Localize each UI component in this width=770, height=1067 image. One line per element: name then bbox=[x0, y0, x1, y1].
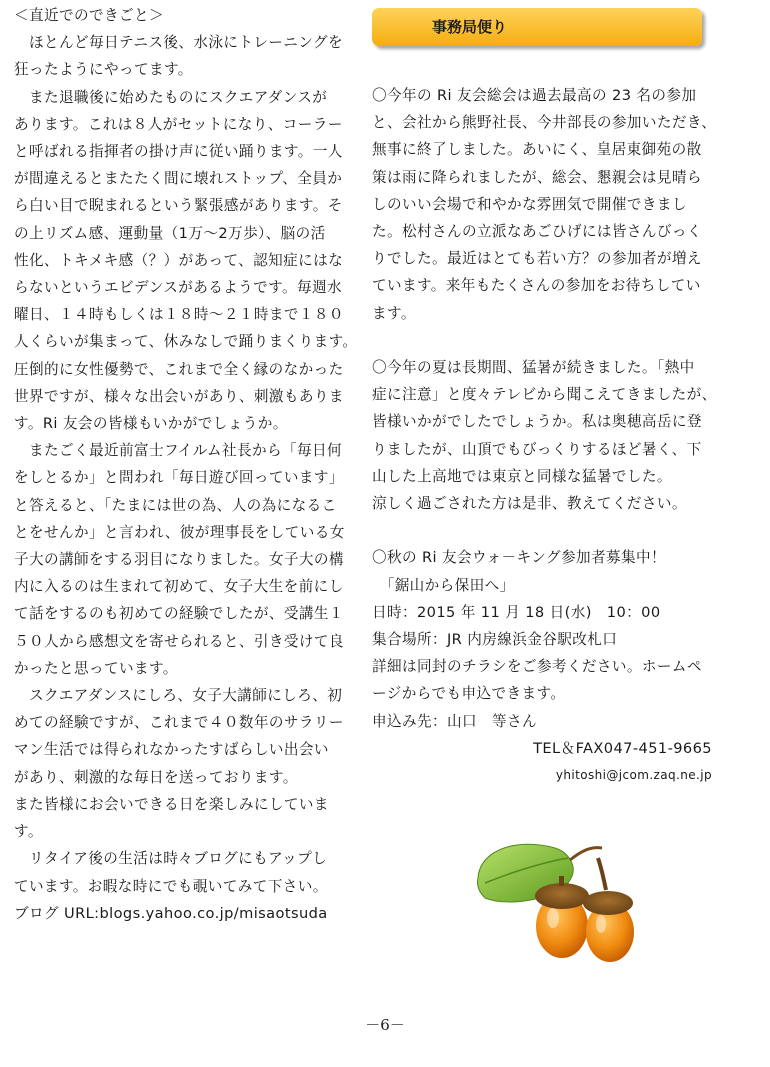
text-line: があり、刺激的な毎日を送っております。 bbox=[14, 768, 298, 786]
text-line: 〇秋の Ri 友会ウォ－キング参加者募集中！ bbox=[372, 549, 666, 567]
text-line: りましたが、山頂でもびっくりするほど暑く、下 bbox=[372, 440, 702, 458]
text-line: ています。来年もたくさんの参加をお待ちしてい bbox=[372, 277, 701, 295]
text-line: 〇今年の夏は長期間、猛暑が続きました。「熱中 bbox=[372, 359, 695, 377]
acorn-illustration-icon bbox=[470, 838, 646, 964]
text-line: 日時：2015 年 11 月 18 日(水) 10：00 bbox=[372, 603, 661, 621]
text-line: 皆様いかがでしたでしょうか。私は奥穂高岳に登 bbox=[372, 413, 702, 431]
text-line: 策は雨に降られましたが、総会、懇親会は見晴ら bbox=[372, 168, 702, 186]
text-line: 症に注意」と度々テレビから聞こえてきましたが、 bbox=[372, 386, 717, 404]
text-line: をしとるか」と問われ「毎日遊び回っています」 bbox=[14, 469, 344, 487]
text-line: て話をするのも初めての経験でしたが、受講生１ bbox=[14, 605, 344, 623]
text-line: またごく最近前富士フイルム社長から「毎日何 bbox=[14, 442, 342, 460]
text-line: 曜日、１４時もしくは１８時～２１時まで１８０ bbox=[14, 306, 344, 324]
section-summer-heat bbox=[372, 354, 717, 517]
text-line: 「鋸山から保田へ」 bbox=[372, 576, 515, 594]
text-line: 圧倒的に女性優勢で、これまで全く縁のなかった bbox=[14, 360, 344, 378]
text-line: らないというエビデンスがあるようです。毎週水 bbox=[14, 279, 342, 297]
text-line: と答えると、「たまには世の為、人の為になるこ bbox=[14, 496, 337, 514]
section-walking-event bbox=[372, 544, 712, 734]
text-line: ています。お暇な時にでも覗いてみて下さい。 bbox=[14, 877, 328, 895]
text-line: す。 bbox=[14, 823, 43, 841]
text-line: りでした。最近はとても若い方？の参加者が増え bbox=[372, 250, 702, 268]
text-line: リタイア後の生活は時々ブログにもアップし bbox=[14, 850, 328, 868]
text-line: 内に入るのは生まれて初めて、女子大生を前にし bbox=[14, 578, 344, 596]
text-line: た。松村さんの立派なあごひげには皆さんびっく bbox=[372, 223, 702, 241]
text-line: 人くらいが集まって、休みなしで踊りまくります。 bbox=[14, 333, 358, 351]
text-line: 世界ですが、様々な出会いがあり、刺激もありま bbox=[14, 387, 344, 405]
contact-email: yhitoshi@jcom.zaq.ne.jp bbox=[555, 768, 712, 783]
text-line: また皆様にお会いできる日を楽しみにしていま bbox=[14, 795, 329, 813]
contact-tel: TEL＆FAX047-451-9665 bbox=[533, 739, 712, 757]
section-general-meeting bbox=[372, 82, 717, 327]
text-line: スクエアダンスにしろ、女子大講師にしろ、初 bbox=[14, 687, 343, 705]
text-line: 性化、トキメキ感（？）があって、認知症にはな bbox=[14, 251, 344, 269]
text-line: 狂ったようにやってます。 bbox=[14, 61, 193, 79]
text-line: とをせんか」と言われ、彼が理事長をしている女 bbox=[14, 523, 345, 541]
text-line: ブログ URL:blogs.yahoo.co.jp/misaotsuda bbox=[14, 904, 328, 922]
text-line: と呼ばれる指揮者の掛け声に従い踊ります。一人 bbox=[14, 143, 343, 161]
text-line: めての経験ですが、これまで４０数年のサラリー bbox=[14, 714, 344, 732]
left-column bbox=[14, 2, 358, 927]
text-line: 無事に終了しました。あいにく、皇居東御苑の散 bbox=[372, 141, 702, 159]
right-column bbox=[372, 82, 717, 789]
text-line: の上リズム感、運動量（1万～2万歩）、脳の活 bbox=[14, 224, 326, 242]
text-line: 子大の講師をする羽目になりました。女子大の構 bbox=[14, 551, 344, 569]
text-line: ＜直近でのできごと＞ bbox=[14, 7, 164, 24]
page-number: －6－ bbox=[365, 1016, 405, 1034]
text-line: と、会社から熊野社長、今井部長の参加いただき、 bbox=[372, 114, 717, 132]
text-line: 集合場所：JR 内房線浜金谷駅改札口 bbox=[372, 631, 618, 649]
office-news-banner bbox=[372, 8, 702, 46]
office-news-heading: 事務局便り bbox=[432, 18, 508, 36]
text-line: ージからでも申込できます。 bbox=[372, 685, 566, 703]
text-line: が間違えるとまたたく間に壊れストップ、全員か bbox=[14, 170, 343, 188]
text-line: マン生活では得られなかったすばらしい出会い bbox=[14, 741, 329, 759]
text-line: 山した上高地では東京と同様な猛暑でした。 bbox=[372, 467, 672, 485]
text-line: また退職後に始めたものにスクエアダンスが bbox=[14, 88, 328, 106]
text-line: しのいい会場で和やかな雰囲気で開催できまし bbox=[372, 195, 687, 213]
text-line: ます。 bbox=[372, 304, 416, 322]
text-line: 涼しく過ごされた方は是非、教えてください。 bbox=[372, 495, 687, 513]
text-line: かったと思っています。 bbox=[14, 659, 178, 677]
text-line: 〇今年の Ri 友会総会は過去最高の 23 名の参加 bbox=[372, 87, 697, 104]
text-line: ５０人から感想文を寄せられると、引き受けて良 bbox=[14, 632, 344, 650]
text-line: 申込み先：山口 等さん bbox=[372, 712, 537, 730]
text-line: あります。これは８人がセットになり、コーラー bbox=[14, 115, 343, 133]
text-line: ら白い目で睨まれるという緊張感があります。そ bbox=[14, 197, 343, 215]
text-line: ほとんど毎日テニス後、水泳にトレーニングを bbox=[14, 34, 343, 52]
text-line: 詳細は同封のチラシをご参考ください。ホームペ bbox=[372, 658, 702, 676]
text-line: す。Ri 友会の皆様もいかがでしょうか。 bbox=[14, 415, 288, 433]
